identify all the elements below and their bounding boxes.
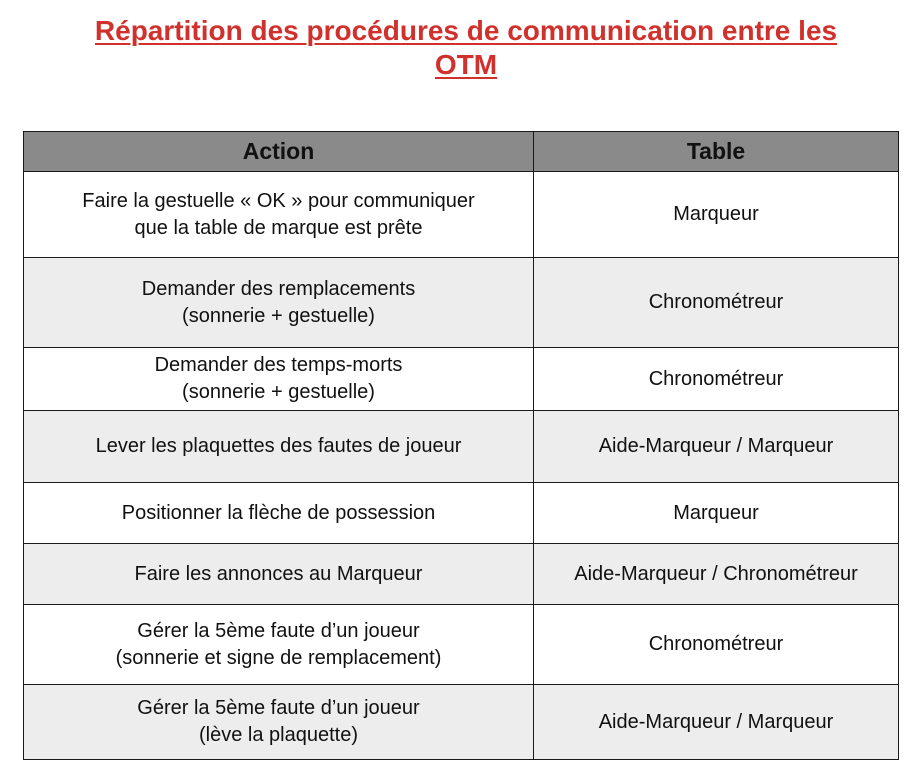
table-cell: Aide-Marqueur / Marqueur xyxy=(534,685,899,760)
procedures-table-container xyxy=(23,131,898,760)
procedures-table xyxy=(23,131,899,760)
table-row xyxy=(24,348,899,411)
table-row xyxy=(24,483,899,544)
action-text-line: Demander des temps-morts xyxy=(154,354,403,376)
page-title-line-2: OTM xyxy=(434,49,498,80)
table-cell: Chronométreur xyxy=(534,348,899,411)
page-title xyxy=(60,14,872,82)
page-title-line-1: Répartition des procédures de communication entre les xyxy=(94,15,838,46)
table-row xyxy=(24,411,899,483)
action-text-line: (sonnerie et signe de remplacement) xyxy=(115,646,442,669)
action-text-line: Positionner la flèche de possession xyxy=(121,501,436,524)
action-text-line: Demander des remplacements xyxy=(141,277,416,300)
table-row xyxy=(24,685,899,760)
table-header-row xyxy=(24,132,899,172)
action-cell xyxy=(24,258,534,348)
table-cell: Marqueur xyxy=(534,172,899,258)
table-cell: Aide-Marqueur / Chronométreur xyxy=(534,544,899,605)
table-cell: Marqueur xyxy=(534,483,899,544)
action-text-line: Faire la gestuelle « OK » pour communiquer xyxy=(82,189,475,212)
action-text-line: (sonnerie + gestuelle) xyxy=(182,304,375,327)
action-text-line: Faire les annonces au Marqueur xyxy=(134,562,423,585)
table-cell: Aide-Marqueur / Marqueur xyxy=(534,411,899,483)
action-cell xyxy=(24,172,534,258)
action-text-line: Gérer la 5ème faute d’un joueur xyxy=(137,697,420,719)
table-row xyxy=(24,258,899,348)
action-text-line: (sonnerie + gestuelle) xyxy=(182,381,375,403)
action-text-line: que la table de marque est prête xyxy=(134,216,423,239)
action-cell xyxy=(24,411,534,483)
action-cell xyxy=(24,605,534,685)
table-row xyxy=(24,172,899,258)
table-cell: Chronométreur xyxy=(534,605,899,685)
table-cell: Chronométreur xyxy=(534,258,899,348)
action-cell xyxy=(24,348,534,411)
action-cell xyxy=(24,544,534,605)
action-text-line: (lève la plaquette) xyxy=(199,724,358,746)
action-text-line: Gérer la 5ème faute d’un joueur xyxy=(137,619,420,642)
header-action: Action xyxy=(24,132,534,172)
header-table: Table xyxy=(534,132,899,172)
table-row xyxy=(24,544,899,605)
action-cell xyxy=(24,685,534,760)
table-row xyxy=(24,605,899,685)
action-cell xyxy=(24,483,534,544)
action-text-line: Lever les plaquettes des fautes de joueur xyxy=(95,435,462,457)
